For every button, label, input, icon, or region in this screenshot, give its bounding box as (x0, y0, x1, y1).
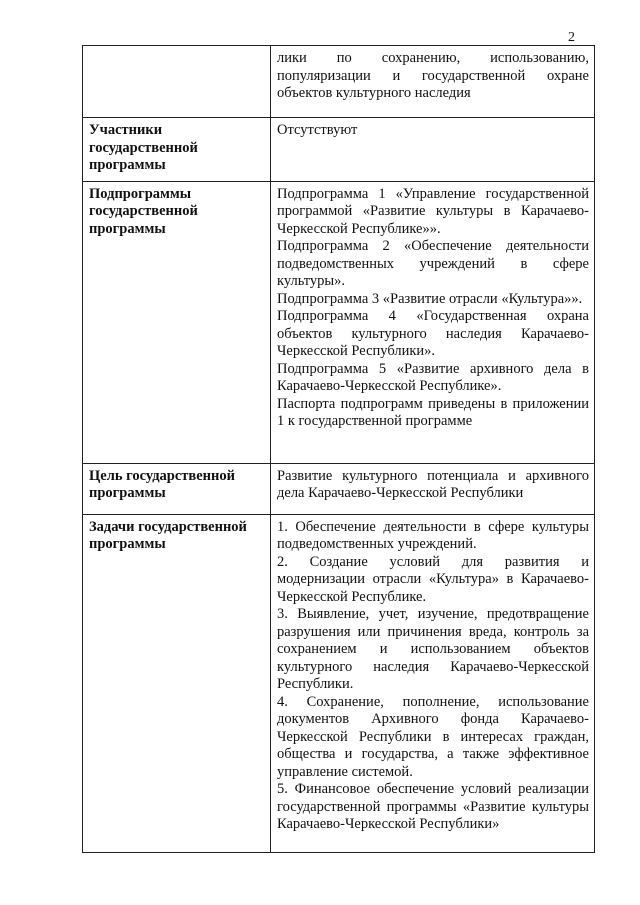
table-row (83, 514, 595, 852)
row-label: Подпрограммы государственной программы (83, 181, 271, 463)
paragraph: Отсутствуют (277, 122, 358, 138)
table-row (83, 118, 595, 182)
row-value (271, 118, 595, 182)
row-value (271, 46, 595, 118)
paragraph: 1. Обеспечение деятельности в сфере культуры подведомственных учреждений. (277, 518, 589, 552)
paragraph: Подпрограмма 1 «Управление государственной программой «Развитие культуры в Карачаево-Черкесской Республике»». (277, 185, 589, 237)
paragraph: Паспорта подпрограмм приведены в приложении 1 к государственной программе (277, 395, 589, 429)
paragraph: Развитие культурного потенциала и архивного дела Карачаево-Черкесской Республики (277, 467, 589, 501)
paragraph: Подпрограмма 4 «Государственная охрана объектов культурного наследия Карачаево-Черкесской Республики». (277, 308, 589, 359)
paragraph: 3. Выявление, учет, изучение, предотвращение разрушения или причинения вреда, контроль за сохранением и использованием объектов культурного наследия Карачаево-Черкесской Республики. (277, 606, 589, 692)
paragraph: 2. Создание условий для развития и модернизации отрасли «Культура» в Карачаево-Черкесской Республике. (277, 553, 589, 605)
row-label (83, 46, 271, 118)
paragraph: Подпрограмма 5 «Развитие архивного дела в Карачаево-Черкесской Республике». (277, 360, 589, 394)
program-passport-table (82, 45, 595, 853)
paragraph: лики по сохранению, использованию, популяризации и государственной охране объектов культурного наследия (277, 50, 589, 101)
row-value (271, 463, 595, 514)
paragraph: Подпрограмма 3 «Развитие отрасли «Культура»». (277, 290, 583, 307)
page-number: 2 (568, 30, 575, 45)
table-row (83, 46, 595, 118)
table-row (83, 463, 595, 514)
row-value (271, 514, 595, 852)
paragraph: 4. Сохранение, пополнение, использование документов Архивного фонда Карачаево-Черкесской Республики в интересах граждан, общества и государства, а также эффективное управление системой. (277, 693, 589, 780)
row-label: Цель государственной программы (83, 463, 271, 514)
row-label: Задачи государственной программы (83, 514, 271, 852)
row-value (271, 181, 595, 463)
paragraph: 5. Финансовое обеспечение условий реализации государственной программы «Развитие культуры Карачаево-Черкесской Республики» (277, 781, 589, 832)
table-row (83, 181, 595, 463)
row-label: Участники государственной программы (83, 118, 271, 182)
paragraph: Подпрограмма 2 «Обеспечение деятельности подведомственных учреждений в сфере культуры». (277, 238, 589, 289)
